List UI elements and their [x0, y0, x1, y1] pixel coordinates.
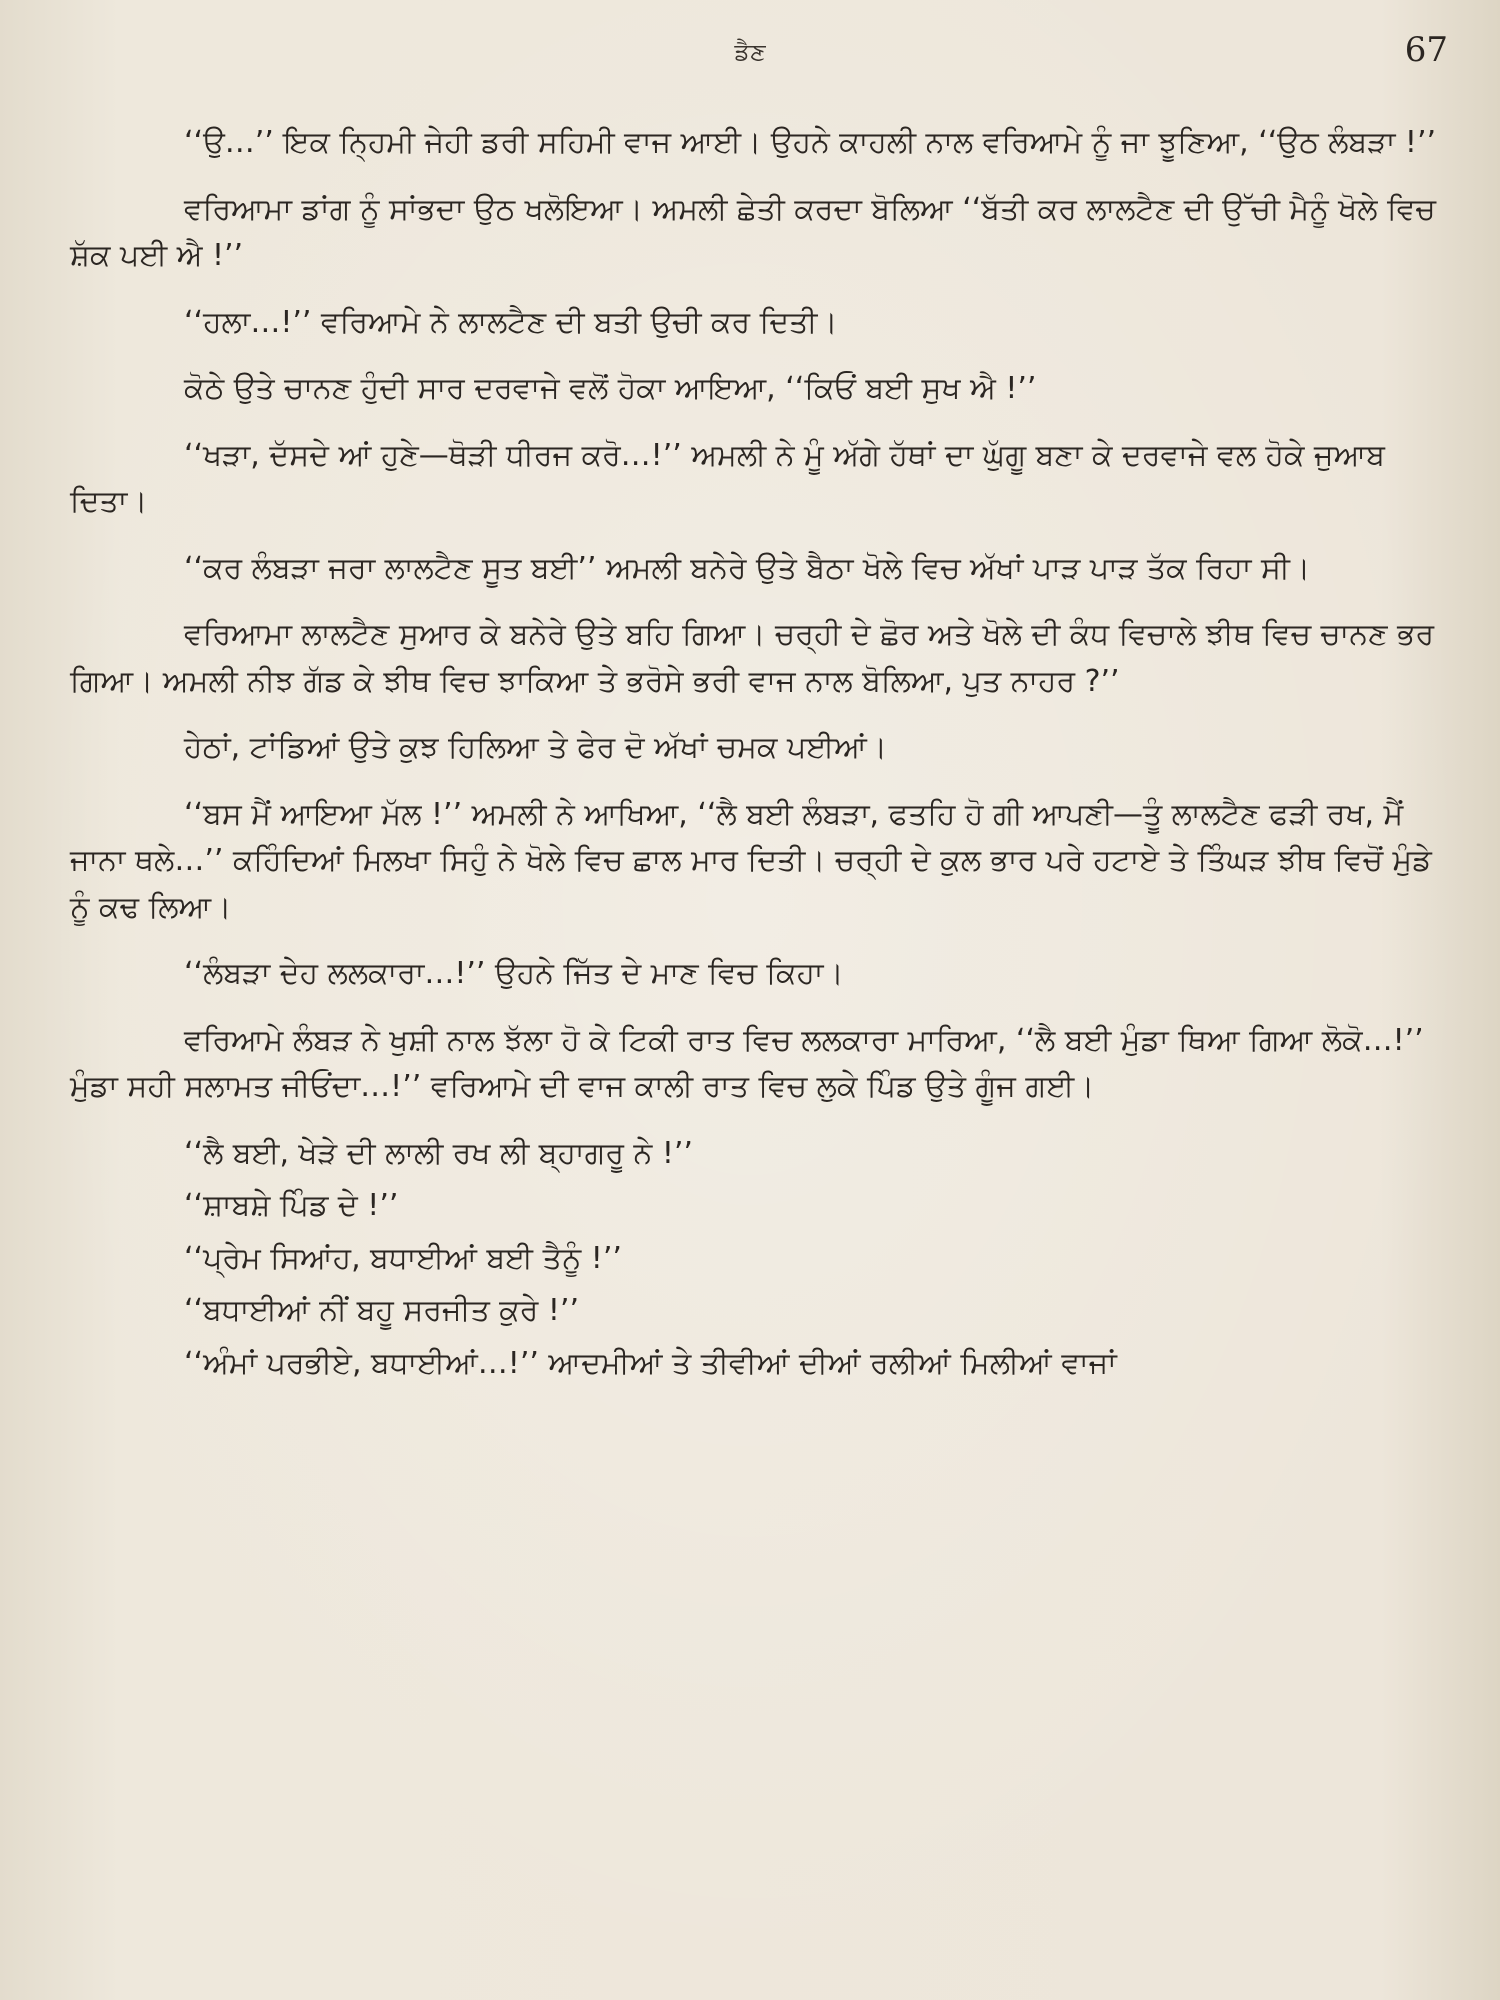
cheer-line: ‘‘ਅੰਮਾਂ ਪਰਭੀਏ, ਬਧਾਈਆਂ…!’’ ਆਦਮੀਆਂ ਤੇ ਤੀਵੀਆਂ ਦੀਆਂ ਰਲੀਆਂ ਮਿਲੀਆਂ ਵਾਜਾਂ	[184, 1345, 1117, 1381]
paragraph: ‘‘ਲੰਬੜਾ ਦੇਹ ਲਲਕਾਰਾ…!’’ ਉਹਨੇ ਜਿੱਤ ਦੇ ਮਾਣ ਵਿਚ ਕਿਹਾ।	[184, 956, 844, 991]
paragraph: ‘‘ਬਸ ਮੈਂ ਆਇਆ ਮੱਲ !’’ ਅਮਲੀ ਨੇ ਆਖਿਆ, ‘‘ਲੈ ਬਈ ਲੰਬੜਾ, ਫਤਹਿ ਹੋ ਗੀ ਆਪਣੀ—ਤੂੰ ਲਾਲਟੈਣ ਫੜੀ ਰਖ, ਮੈਂ ਜਾਨਾ ਥਲੇ…’’ ਕਹਿੰਦਿਆਂ ਮਿਲਖਾ ਸਿਹੁੰ ਨੇ ਖੋਲੇ ਵਿਚ ਛਾਲ ਮਾਰ ਦਿਤੀ। ਚਰ੍ਹੀ ਦੇ ਕੁਲ ਭਾਰ ਪਰੇ ਹਟਾਏ ਤੇ ਤਿੰਘੜ ਝੀਥ ਵਿਚੋਂ ਮੁੰਡੇ ਨੂੰ ਕਢ ਲਿਆ।	[70, 796, 1432, 925]
paragraph: ਵਰਿਆਮੇ ਲੰਬੜ ਨੇ ਖੁਸ਼ੀ ਨਾਲ ਝੱਲਾ ਹੋ ਕੇ ਟਿਕੀ ਰਾਤ ਵਿਚ ਲਲਕਾਰਾ ਮਾਰਿਆ, ‘‘ਲੈ ਬਈ ਮੁੰਡਾ ਥਿਆ ਗਿਆ ਲੋਕੋ…!’’ ਮੁੰਡਾ ਸਹੀ ਸਲਾਮਤ ਜੀਓਂਦਾ…!’’ ਵਰਿਆਮੇ ਦੀ ਵਾਜ ਕਾਲੀ ਰਾਤ ਵਿਚ ਲੁਕੇ ਪਿੰਡ ਉਤੇ ਗੂੰਜ ਗਈ।	[70, 1022, 1424, 1104]
running-title: ਡੈਣ	[734, 38, 766, 66]
paragraph: ‘‘ਖੜਾ, ਦੱਸਦੇ ਆਂ ਹੁਣੇ—ਥੋੜੀ ਧੀਰਜ ਕਰੋ…!’’ ਅਮਲੀ ਨੇ ਮੂੰ ਅੱਗੇ ਹੱਥਾਂ ਦਾ ਘੁੱਗੂ ਬਣਾ ਕੇ ਦਰਵਾਜੇ ਵਲ ਹੋਕੇ ਜੁਆਬ ਦਿਤਾ।	[70, 437, 1385, 519]
body-text	[70, 120, 1442, 1393]
paragraph: ‘‘ਕਰ ਲੰਬੜਾ ਜਰਾ ਲਾਲਟੈਣ ਸੂਤ ਬਈ’’ ਅਮਲੀ ਬਨੇਰੇ ਉਤੇ ਬੈਠਾ ਖੋਲੇ ਵਿਚ ਅੱਖਾਂ ਪਾੜ ਪਾੜ ਤੱਕ ਰਿਹਾ ਸੀ।	[184, 550, 1311, 586]
paragraph: ਵਰਿਆਮਾ ਲਾਲਟੈਣ ਸੁਆਰ ਕੇ ਬਨੇਰੇ ਉਤੇ ਬਹਿ ਗਿਆ। ਚਰ੍ਹੀ ਦੇ ਛੋਰ ਅਤੇ ਖੋਲੇ ਦੀ ਕੰਧ ਵਿਚਾਲੇ ਝੀਥ ਵਿਚ ਚਾਨਣ ਭਰ ਗਿਆ। ਅਮਲੀ ਨੀਝ ਗੱਡ ਕੇ ਝੀਥ ਵਿਚ ਝਾਕਿਆ ਤੇ ਭਰੋਸੇ ਭਰੀ ਵਾਜ ਨਾਲ ਬੋਲਿਆ, ਪੁਤ ਨਾਹਰ ?’’	[70, 617, 1435, 699]
paragraph: ਵਰਿਆਮਾ ਡਾਂਗ ਨੂੰ ਸਾਂਭਦਾ ਉਠ ਖਲੋਇਆ। ਅਮਲੀ ਛੇਤੀ ਕਰਦਾ ਬੋਲਿਆ ‘‘ਬੱਤੀ ਕਰ ਲਾਲਟੈਣ ਦੀ ਉੱਚੀ ਮੈਨੂੰ ਖੋਲੇ ਵਿਚ ਸ਼ੱਕ ਪਈ ਐ !’’	[70, 191, 1436, 273]
cheer-line: ‘‘ਬਧਾਈਆਂ ਨੀਂ ਬਹੂ ਸਰਜੀਤ ਕੁਰੇ !’’	[184, 1293, 580, 1328]
cheer-line: ‘‘ਪ੍ਰੇਮ ਸਿਆਂਹ, ਬਧਾਈਆਂ ਬਈ ਤੈਨੂੰ !’’	[184, 1240, 622, 1276]
page-number: 67	[1404, 30, 1448, 70]
paragraph: ‘‘ਹਲਾ…!’’ ਵਰਿਆਮੇ ਨੇ ਲਾਲਟੈਣ ਦੀ ਬਤੀ ਉਚੀ ਕਰ ਦਿਤੀ।	[184, 304, 838, 340]
paragraph: ‘‘ਉ…’’ ਇਕ ਨ੍ਹਿਮੀ ਜੇਹੀ ਡਰੀ ਸਹਿਮੀ ਵਾਜ ਆਈ। ਉਹਨੇ ਕਾਹਲੀ ਨਾਲ ਵਰਿਆਮੇ ਨੂੰ ਜਾ ਝੂਣਿਆ, ‘‘ਉਠ ਲੰਬੜਾ !’’	[184, 125, 1437, 160]
cheer-line: ‘‘ਲੈ ਬਈ, ਖੇੜੇ ਦੀ ਲਾਲੀ ਰਖ ਲੀ ਬ੍ਹਾਗਰੂ ਨੇ !’’	[184, 1135, 693, 1171]
cheer-line: ‘‘ਸ਼ਾਬਸ਼ੇ ਪਿੰਡ ਦੇ !’’	[184, 1188, 399, 1223]
paragraph: ਹੇਠਾਂ, ਟਾਂਡਿਆਂ ਉਤੇ ਕੁਝ ਹਿਲਿਆ ਤੇ ਫੇਰ ਦੋ ਅੱਖਾਂ ਚਮਕ ਪਈਆਂ।	[184, 730, 888, 765]
paragraph: ਕੋਠੇ ਉਤੇ ਚਾਨਣ ਹੁੰਦੀ ਸਾਰ ਦਰਵਾਜੇ ਵਲੋਂ ਹੋਕਾ ਆਇਆ, ‘‘ਕਿਓਂ ਬਈ ਸੁਖ ਐ !’’	[184, 371, 1037, 406]
